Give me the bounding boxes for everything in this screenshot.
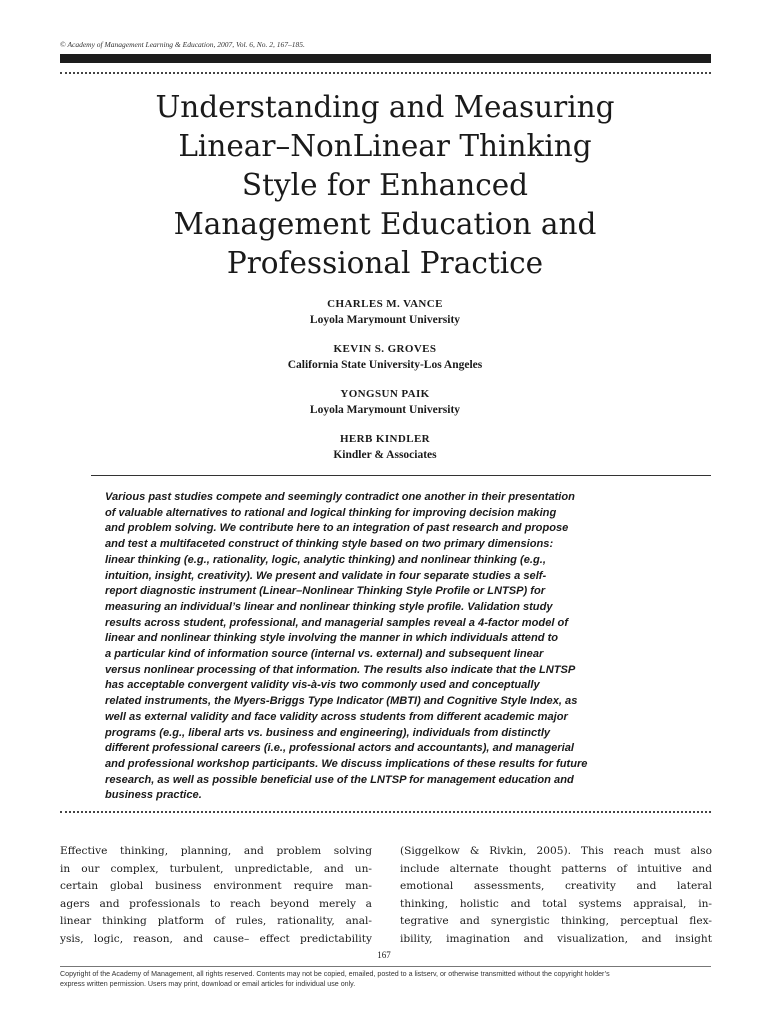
author-affiliation: Loyola Marymount University bbox=[309, 404, 461, 416]
author-block bbox=[100, 297, 670, 328]
title-line: Linear–NonLinear Thinking bbox=[178, 129, 592, 163]
abstract-line: related instruments, the Myers-Briggs Type Indicator (MBTI) and Cognitive Style Index, as bbox=[105, 695, 578, 708]
abstract-line: results across student, professional, and managerial samples reveal a 4-factor model of bbox=[105, 616, 569, 629]
copyright-line: express written permission. Users may print, download or email articles for individual use only. bbox=[60, 980, 356, 988]
body-line: in our complex, turbulent, unpredictable, and un- bbox=[60, 862, 372, 875]
body-line: Effective thinking, planning, and problem solving bbox=[60, 845, 372, 857]
author-block bbox=[100, 342, 670, 373]
author-name: HERB KINDLER bbox=[339, 433, 431, 445]
abstract-line: report diagnostic instrument (Linear–Nonlinear Thinking Style Profile or LNTSP) for bbox=[105, 585, 546, 598]
abstract-line: has acceptable convergent validity vis-à-vis two commonly used and conceptually bbox=[105, 679, 540, 692]
abstract-line: and problem solving. We contribute here to an integration of past research and propose bbox=[105, 522, 569, 535]
header-dotted-divider bbox=[60, 72, 711, 74]
body-line: ibility, imagination and visualization, and insight bbox=[400, 932, 712, 945]
body-line: linear thinking platform of rules, rationality, anal- bbox=[60, 915, 372, 928]
footer-rule bbox=[60, 966, 711, 967]
abstract-top-rule bbox=[91, 475, 711, 476]
author-block bbox=[100, 387, 670, 418]
author-name: CHARLES M. VANCE bbox=[327, 298, 443, 310]
abstract-line: well as external validity and face validity across students from different academic major bbox=[105, 710, 568, 723]
author-affiliation: California State University-Los Angeles bbox=[287, 359, 483, 371]
abstract-line: programs (e.g., liberal arts vs. business and engineering), individuals from distinctly bbox=[105, 726, 551, 739]
author-list bbox=[100, 297, 670, 477]
body-line: tegrative and synergistic thinking, perceptual flex- bbox=[400, 915, 712, 928]
abstract-line: and test a multifaceted construct of thinking style based on two primary dimensions: bbox=[105, 538, 554, 551]
header-bar bbox=[60, 54, 711, 63]
abstract-line: research, as well as possible beneficial use of the LNTSP for management education and bbox=[105, 773, 574, 786]
abstract-line: linear thinking (e.g., rationality, logic, analytic thinking) and nonlinear thinking (e.g., bbox=[105, 553, 546, 566]
abstract-line: of valuable alternatives to rational and logical thinking for improving decision making bbox=[105, 506, 557, 519]
body-line: thinking, holistic and total systems appraisal, in- bbox=[400, 897, 712, 910]
abstract-line: measuring an individual’s linear and nonlinear thinking style profile. Validation study bbox=[105, 600, 553, 613]
article-title bbox=[100, 88, 670, 283]
abstract-line: business practice. bbox=[105, 789, 202, 802]
page-number: 167 bbox=[377, 950, 391, 960]
abstract-dotted-divider bbox=[60, 811, 711, 813]
author-affiliation: Kindler & Associates bbox=[333, 449, 437, 461]
title-line: Professional Practice bbox=[226, 246, 544, 280]
title-line: Understanding and Measuring bbox=[155, 90, 615, 124]
author-name: KEVIN S. GROVES bbox=[333, 343, 437, 355]
abstract-line: a particular kind of information source (internal vs. external) and subsequent linear bbox=[105, 648, 544, 661]
body-line: include alternate thought patterns of intuitive and bbox=[400, 862, 712, 875]
body-line: certain global business environment require man- bbox=[60, 880, 372, 893]
abstract-line: linear and nonlinear thinking style involving the manner in which individuals attend to bbox=[105, 632, 559, 645]
body-line: (Siggelkow & Rivkin, 2005). This reach must also bbox=[400, 845, 712, 857]
abstract-line: and professional workshop participants. We discuss implications of these results for future bbox=[105, 757, 588, 770]
copyright-notice bbox=[60, 969, 715, 989]
journal-citation: © Academy of Management Learning & Education, 2007, Vol. 6, No. 2, 167–185. bbox=[60, 40, 305, 49]
body-column-right bbox=[400, 843, 712, 949]
copyright-line: Copyright of the Academy of Management, all rights reserved. Contents may not be copied, emailed, posted to a listserv, or otherwise transmitted without the copyright holder’s bbox=[60, 970, 610, 978]
title-line: Management Education and bbox=[173, 207, 597, 241]
body-line: agers and professionals to reach beyond merely a bbox=[60, 897, 372, 910]
author-block bbox=[100, 432, 670, 463]
title-line: Style for Enhanced bbox=[241, 168, 529, 202]
abstract-line: different professional careers (i.e., professional actors and accountants), and managerial bbox=[105, 742, 574, 755]
author-name: YONGSUN PAIK bbox=[340, 388, 430, 400]
author-affiliation: Loyola Marymount University bbox=[309, 314, 461, 326]
body-column-left bbox=[60, 843, 372, 949]
abstract-line: Various past studies compete and seemingly contradict one another in their presentation bbox=[105, 491, 575, 503]
body-line: emotional assessments, creativity and lateral bbox=[400, 880, 712, 893]
body-line: ysis, logic, reason, and cause– effect predictability bbox=[60, 932, 372, 945]
abstract-line: versus nonlinear processing of that information. The results also indicate that the LNTSP bbox=[105, 663, 576, 676]
abstract-line: intuition, insight, creativity). We present and validate in four separate studies a self- bbox=[105, 569, 547, 582]
abstract bbox=[105, 490, 675, 804]
